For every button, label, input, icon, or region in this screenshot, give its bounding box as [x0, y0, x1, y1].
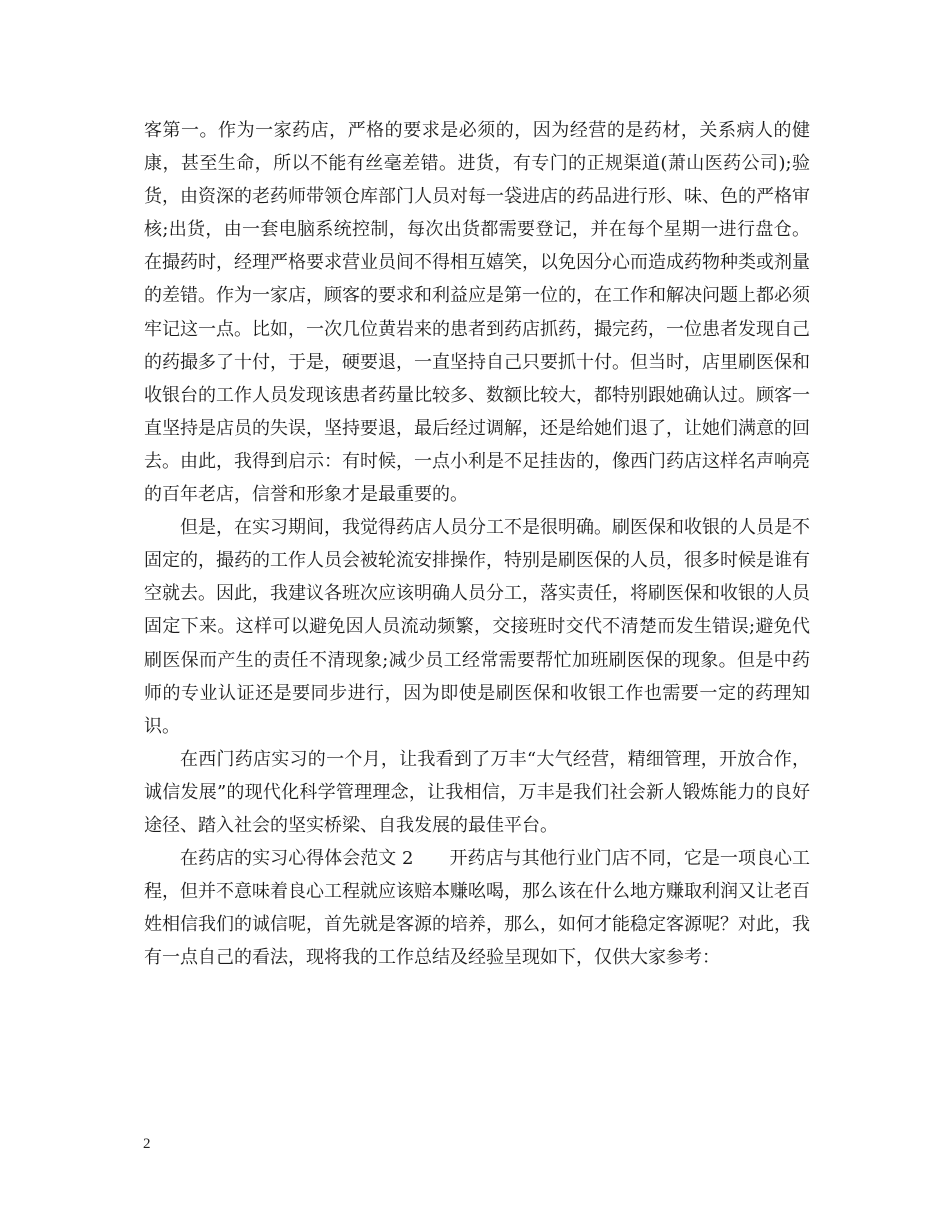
section-heading: 在药店的实习心得体会范文 2 [180, 848, 414, 870]
body-paragraph: 在西门药店实习的一个月，让我看到了万丰“大气经营，精细管理，开放合作，诚信发展”的现代化科学管理理念，让我相信，万丰是我们社会新人锻炼能力的良好途径、踏入社会的坚实桥梁、自我发展的最佳平台。 [144, 748, 810, 836]
body-paragraph: 客第一。作为一家药店，严格的要求是必须的，因为经营的是药材，关系病人的健康，甚至生命，所以不能有丝毫差错。进货，有专门的正规渠道(萧山医药公司);验货，由资深的老药师带领仓库部门人员对每一袋进店的药品进行形、味、色的严格审核;出货，由一套电脑系统控制，每次出货都需要登记，并在每个星期一进行盘仓。在撮药时，经理严格要求营业员间不得相互嬉笑，以免因分心而造成药物种类或剂量的差错。作为一家店，顾客的要求和利益应是第一位的，在工作和解决问题上都必须牢记这一点。比如，一次几位黄岩来的患者到药店抓药，撮完药，一位患者发现自己的药撮多了十付，于是，硬要退，一直坚持自己只要抓十付。但当时，店里刷医保和收银台的工作人员发现该患者药量比较多、数额比较大，都特别跟她确认过。顾客一直坚持是店员的失误，坚持要退，最后经过调解，还是给她们退了，让她们满意的回去。由此，我得到启示：有时候，一点小利是不足挂齿的，像西门药店这样名声响亮的百年老店，信誉和形象才是最重要的。 [144, 120, 810, 506]
page-number: 2 [143, 1136, 151, 1152]
body-paragraph [144, 842, 810, 974]
document-body [144, 114, 810, 974]
body-paragraph: 但是，在实习期间，我觉得药店人员分工不是很明确。刷医保和收银的人员是不固定的，撮药的工作人员会被轮流安排操作，特别是刷医保的人员，很多时候是谁有空就去。因此，我建议各班次应该明确人员分工，落实责任，将刷医保和收银的人员固定下来。这样可以避免因人员流动频繁，交接班时交代不清楚而发生错误;避免代刷医保而产生的责任不清现象;减少员工经常需要帮忙加班刷医保的现象。但是中药师的专业认证还是要同步进行，因为即使是刷医保和收银工作也需要一定的药理知识。 [144, 517, 810, 737]
paragraph-text: 开药店与其他行业门店不同，它是一项良心工程，但并不意味着良心工程就应该赔本赚吆喝，那么该在什么地方赚取利润又让老百姓相信我们的诚信呢，首先就是客源的培养，那么，如何才能稳定客源呢？对此，我有一点自己的看法，现将我的工作总结及经验呈现如下，仅供大家参考： [144, 848, 810, 969]
